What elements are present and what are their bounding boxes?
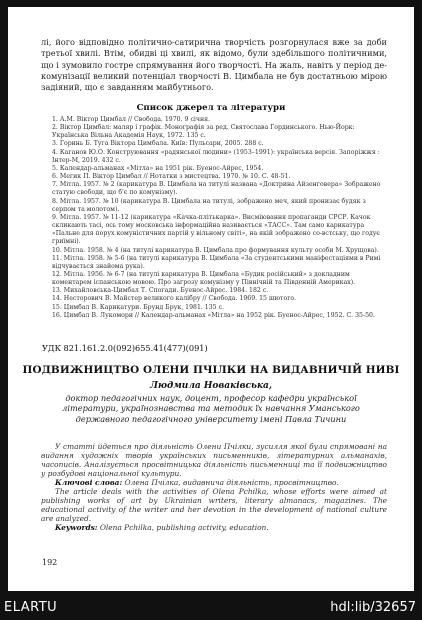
keywords-uk-label: Ключові слова:	[55, 478, 123, 487]
keywords-uk-text: Олена Пчілка, видавнича діяльність, просвітництво.	[122, 478, 339, 487]
reference-item: 16. Цимбал В. Лукомори // Календар-альманах «Мітла» на 1952 рік. Буенос-Айрес, 1952. С. 35-50.	[52, 311, 375, 319]
reference-item: 14. Несторович В. Майстер великого калібру // Свобода. 1969. 15 шютого.	[52, 295, 297, 303]
author-affiliation: доктор педагогічних наук, доцент, професор кафедри української літератури, українознавства та методик їх навчання Уманського державного педагогічного університету імені Павла Тичини	[62, 393, 360, 424]
reference-item: 11. Мітла. 1958. № 5-6 (на титулі карикатура В. Цимбала «За студентськими маніфестаціями в Римі відчувається знайома рука).	[52, 254, 381, 270]
reference-item: 10. Мітла. 1958. № 4 (на титулі карикатура В. Цимбала про формування культу особи М. Хрущова).	[52, 246, 379, 254]
reference-item: 5. Календар-альманах «Мітла» на 1951 рік. Буенос-Айрес, 1954.	[52, 164, 264, 172]
keywords-en-label: Keywords:	[55, 523, 98, 532]
reference-item: 3. Горинь Б. Туга Віктора Цимбала. Київ: Пульсари, 2005. 288 с.	[52, 140, 264, 148]
intro-paragraph: лі, його відповідно політично-сатирична творчість розгорнулася вже за доби третьої хвилі. Втім, обидві ці хвилі, як відомо, були здебільшого політичними, що і зумовило гостре спрямування його творчості. На жаль, навіть у період де-комунізації великий потенціал творчості В. Цимбала не був достатньою мірою задіяний, що є завданням майбутнього.	[41, 37, 387, 93]
reference-item: 15. Цимбал В. Карикатури. Брунд Брук, 1981. 135 с.	[52, 303, 225, 311]
handle-id: hdl:lib/32657	[330, 600, 416, 615]
reference-item: 4. Каганов Ю.О. Конструювання «радянської людини» (1953–1991): українська версія. Запоріжжя : Інтер-М, 2019. 432 с.	[52, 148, 380, 164]
article-title: ПОДВИЖНИЦТВО ОЛЕНИ ПЧІЛКИ НА ВИДАВНИЧІЙ НИВІ	[22, 364, 400, 376]
keywords-uk	[41, 478, 387, 487]
keywords-en	[41, 523, 387, 532]
repository-name: ELARTU	[4, 600, 58, 615]
reference-item: 7. Мітла. 1957. № 2 (карикатура В. Цимбала на титулі названа «Доктрина Айзенговера» Зображено статую свободи, що б'є по комунізму).	[52, 181, 381, 197]
references-title: Список джерел та літератури	[136, 103, 286, 113]
reference-item: 12. Мітла. 1956. № 6-7 (на титулі карикатура В. Цимбала «Будик російський» з докладним коментарем іспанською мовою. Про загрозу комунізму у Північній та Південній Америках).	[52, 270, 356, 287]
article-author: Людмила Новаківська,	[149, 381, 273, 391]
reference-item: 2. Віктор Цимбал: маляр і графік. Монографія за ред. Святослава Гординського. Нью-Йорк: Українська Вільна Академія Наук, 1972. 135 с.	[52, 124, 355, 140]
udk-code: УДК 821.161.2.0(092)655.41(477)(091)	[42, 343, 208, 353]
abstract-en: The article deals with the activities of Olena Pchilka, whose efforts were aimed at publishing works of art by Ukrainian writers, literary almanacs, magazines. The educational activity of the writer and her devotion in the development of national culture are analyzed.	[41, 487, 387, 523]
page-number: 192	[42, 558, 58, 567]
abstract-block	[41, 442, 387, 532]
reference-item: 6. Мегик П. Віктор Цимбал // Нотатки з мистецтва. 1970. № 10. С. 48-51.	[52, 173, 291, 181]
abstract-uk: У статті йдеться про діяльність Олени Пчілки, зусилля якої були спрямовані на видання художніх творів українських письменників, літературних альманахів, часописів. Аналізується просвітницька діяльність письменниці та її подвижництво у розбудові національної культури.	[41, 442, 387, 478]
reference-item: 13. Михайловська-Цимбал Т. Спогади. Буенос-Айрес. 1984. 182 с.	[52, 287, 269, 295]
reference-item: 9. Мітла. 1957. № 11-12 (карикатура «Качка-плітькарка». Висміювання пропаганди СРСР. Качок скликають тасі, ось тому московська інформаційна називається «ТАСС». Там само карикатура «Пальне для порух комуністичних партій у вільному світі», на якій зображено со-встську, що годує гриїмні).	[52, 213, 380, 246]
references-list	[52, 116, 386, 320]
document-page	[8, 7, 414, 591]
footer-bar	[0, 596, 422, 620]
reference-item: 1. А.М. Віктор Цимбал // Свобода. 1970. 9 січня.	[52, 116, 210, 123]
keywords-en-text: Olena Pchilka, publishing activity, education.	[97, 523, 269, 532]
reference-item: 8. Мітла. 1957. № 10 (карикатура В. Цимбала на титулі, зображено меч, який пронизає будяк з серпом та молотом).	[52, 197, 366, 213]
